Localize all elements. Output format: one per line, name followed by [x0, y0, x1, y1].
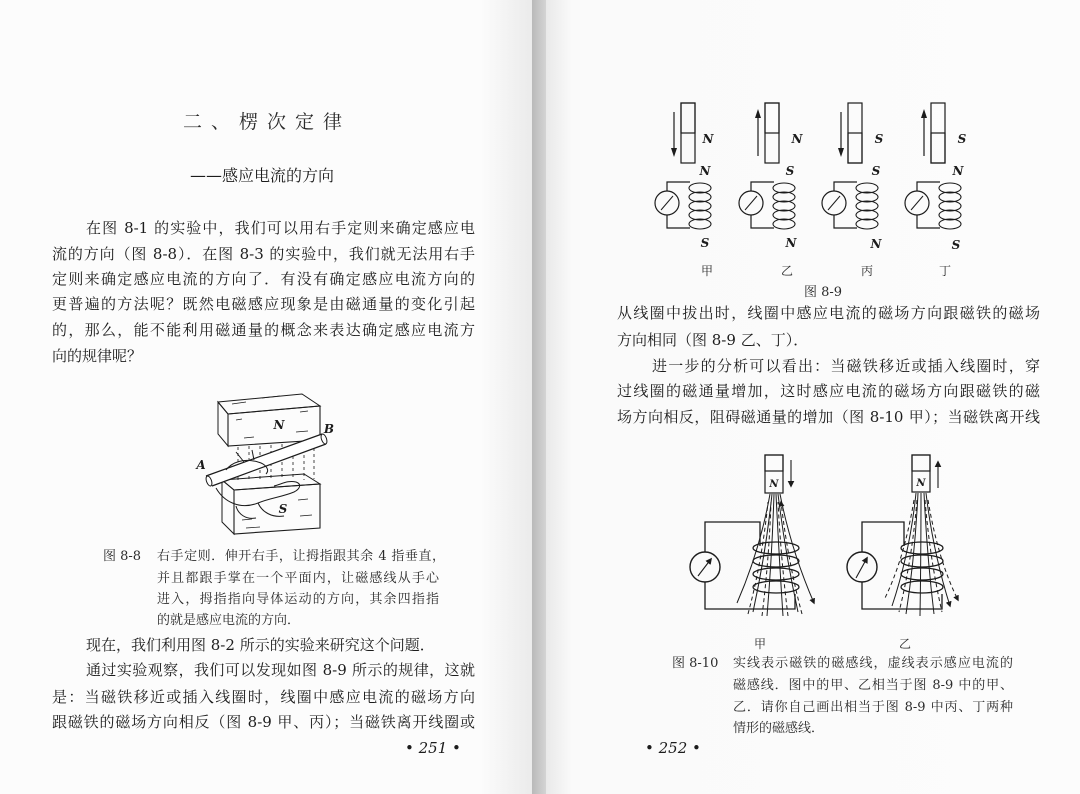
text-line: 从线圈中拔出时，线圈中感应电流的磁场方向跟磁铁的磁场 — [617, 304, 1040, 322]
coil-bottom-pole: N — [870, 237, 882, 251]
left-page — [0, 0, 532, 794]
magnet-pole-label: N — [702, 132, 714, 146]
magnet-pole-label: S — [874, 132, 884, 146]
fig89-panel-ding — [905, 103, 967, 278]
coil-bottom-pole: N — [785, 236, 797, 250]
magnet-north-label: N — [273, 418, 285, 432]
magnet-pole-label: N — [769, 479, 779, 490]
panel-label: 乙 — [898, 637, 912, 651]
panel-label: 甲 — [753, 637, 767, 651]
panel-label: 甲 — [700, 264, 714, 278]
figure-8-10-field-lines — [680, 450, 980, 655]
caption-number: 图 8-10 — [672, 656, 719, 671]
caption-line: 情形的磁感线． — [733, 721, 825, 736]
text-line: 流的方向（图 8-8）．在图 8-3 的实验中，我们就无法用右手 — [52, 245, 475, 263]
fig89-panel-jia — [655, 103, 715, 278]
fig810-panel-yi — [847, 455, 958, 651]
book-gutter — [532, 0, 546, 794]
text-line: 通过实验观察，我们可以发现如图 8-9 所示的规律，这就 — [86, 661, 475, 679]
magnet-south-label: S — [278, 502, 288, 516]
page-number: • 251 • — [405, 739, 461, 757]
text-line: 过线圈的磁通量增加，这时感应电流的磁场方向跟磁铁的磁 — [617, 382, 1040, 400]
right-page — [546, 0, 1080, 794]
section-subtitle: ——感应电流的方向 — [190, 166, 335, 185]
caption-line: 乙．请你自己画出相当于图 8-9 中丙、丁两种 — [733, 700, 1013, 715]
text-line: 更普遍的方法呢？既然电磁感应现象是由磁通量的变化引起 — [52, 295, 475, 313]
magnet-pole-label: S — [957, 132, 967, 146]
coil-top-pole: N — [699, 164, 711, 178]
section-title: 二、楞次定律 — [183, 111, 352, 133]
caption-line: 进入，拇指指向导体运动的方向，其余四指指 — [157, 592, 439, 607]
text-line: 现在，我们利用图 8-2 所示的实验来研究这个问题． — [86, 636, 435, 654]
figure-8-8-right-hand-rule — [190, 388, 340, 544]
caption-line: 磁感线．图中的甲、乙相当于图 8-9 中的甲、 — [733, 678, 1013, 693]
text-line: 进一步的分析可以看出：当磁铁移近或插入线圈时，穿 — [652, 357, 1040, 375]
fig89-panel-yi — [739, 103, 804, 278]
fig89-panel-bing — [822, 103, 884, 278]
figure-8-9-coil-experiments — [640, 95, 1000, 290]
caption-line: 并且都跟手掌在一个平面内，让磁感线从手心 — [157, 571, 439, 586]
panel-label: 丁 — [938, 264, 952, 278]
caption-line: 实线表示磁铁的磁感线，虚线表示感应电流的 — [733, 656, 1013, 671]
coil-top-pole: S — [785, 164, 795, 178]
text-line: 向的规律呢？ — [52, 347, 143, 365]
text-line: 场方向相反，阻碍磁通量的增加（图 8-10 甲）；当磁铁离开线 — [617, 408, 1040, 426]
text-line: 跟磁铁的磁场方向相反（图 8-9 甲、丙）；当磁铁离开线圈或 — [52, 713, 475, 731]
text-line: 方向相同（图 8-9 乙、丁）． — [617, 331, 809, 349]
fig810-panel-jia — [690, 455, 814, 651]
magnet-pole-label: N — [916, 478, 926, 489]
coil-top-pole: N — [952, 164, 964, 178]
panel-label: 乙 — [780, 264, 794, 278]
coil-top-pole: S — [871, 164, 881, 178]
caption-line: 的就是感应电流的方向． — [157, 613, 301, 628]
bottom-magnet-front — [234, 484, 320, 534]
text-line: 是：当磁铁移近或插入线圈时，线圈中感应电流的磁场方向 — [52, 688, 475, 706]
caption-line: 右手定则．伸开右手，让拇指跟其余 4 指垂直， — [157, 549, 445, 564]
text-line: 的，那么，能不能利用磁通量的概念来表达确定感应电流方 — [52, 321, 475, 339]
coil-bottom-pole: S — [700, 236, 710, 250]
coil-bottom-pole: S — [951, 238, 961, 252]
text-line: 在图 8-1 的实验中，我们可以用右手定则来确定感应电 — [86, 219, 475, 237]
rod-end-a-label: A — [196, 458, 206, 472]
panel-label: 丙 — [860, 264, 874, 278]
caption-number: 图 8-8 — [103, 549, 142, 564]
text-line: 定则来确定感应电流的方向了．有没有确定感应电流方向的 — [52, 270, 475, 288]
magnet-pole-label: N — [791, 132, 803, 146]
figure-8-9-caption: 图 8-9 — [804, 285, 843, 300]
page-number: • 252 • — [645, 739, 701, 757]
rod-end-b-label: B — [323, 422, 335, 436]
